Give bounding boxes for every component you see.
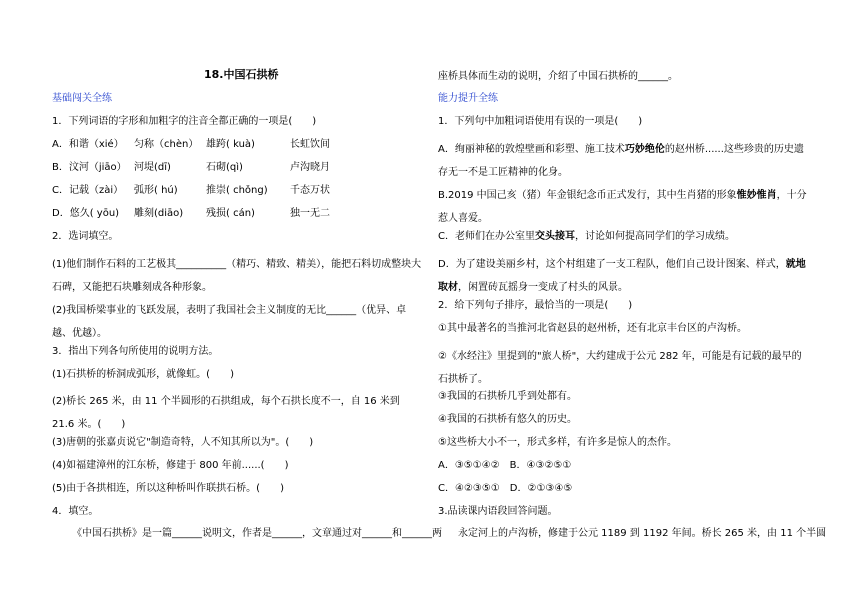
sentence-2: ②《水经注》里提到的"旅人桥"，大约建成于公元 282 年，可能是有记载的最早的石拱桥了。: [438, 351, 802, 385]
question-1: 1．下列词语的字形和加粗字的注音全都正确的一项是( ): [52, 116, 317, 127]
bold-phrase: 就地取材: [438, 259, 806, 293]
question-3-text: 永定河上的卢沟桥，修建于公元 1189 到 1192 年间。桥长 265 米，由 11 个半圆: [458, 528, 827, 539]
option-text: C．老师们在办公室里: [438, 231, 535, 242]
option-word: B．汶河（jiāo）: [52, 162, 127, 173]
continued-text: 座桥具体而生动的说明，介绍了中国石拱桥的______。: [438, 71, 678, 82]
q1-option-c: [52, 184, 330, 198]
sentence-4: ④我国的石拱桥有悠久的历史。: [438, 414, 577, 425]
option-text: ，十分惹人喜爱。: [438, 190, 807, 224]
question-3-5: (5)由于各拱相连，所以这种桥叫作联拱石桥。( ): [52, 483, 284, 494]
bold-phrase: 交头接耳: [534, 231, 575, 242]
q1-option-b: [52, 161, 330, 175]
question-2-2: (2)我国桥梁事业的飞跃发展，表明了我国社会主义制度的无比______（优异、卓越、优越）。: [52, 305, 407, 339]
sentence-5: ⑤这些桥大小不一，形式多样，有许多是惊人的杰作。: [438, 437, 677, 448]
option-text: 的赵州桥......这些珍贵的历史遗存无一不是工匠精神的化身。: [438, 144, 804, 178]
question-3-2: (2)桥长 265 米，由 11 个半圆形的石拱组成，每个石拱长度不一，自 16 米到 21.6 米。( ): [52, 396, 400, 430]
q2-options-cd: C．④②③⑤① D．②①③④⑤: [438, 483, 573, 494]
q1-option-b: [438, 184, 810, 230]
option-word: 雄跨( kuà): [206, 139, 255, 150]
option-word: 河堤(dī): [134, 162, 171, 173]
option-text: A．绚丽神秘的敦煌壁画和彩塑、施工技术: [438, 144, 625, 155]
page-title: 18.中国石拱桥: [204, 68, 279, 81]
question-4: 4．填空。: [52, 506, 99, 517]
option-word: 雕刻(diāo): [134, 208, 184, 219]
option-word: 卢沟晓月: [290, 162, 330, 173]
q1-option-d: [438, 253, 810, 299]
option-word: 残损( cán): [206, 208, 255, 219]
option-word: 石砌(qì): [206, 162, 243, 173]
q1-option-c: [438, 230, 735, 244]
option-word: 长虹饮间: [290, 139, 330, 150]
sentence-1: ①其中最著名的当推河北省赵县的赵州桥，还有北京丰台区的卢沟桥。: [438, 323, 747, 334]
option-text: B.2019 中国己亥（猪）年金银纪念币正式发行，其中生肖猪的形象: [438, 190, 737, 201]
option-word: 千态万状: [290, 185, 330, 196]
question-3-3: (3)唐朝的张嘉贞说它"制造奇特，人不知其所以为"。( ): [52, 437, 314, 448]
option-text: D．为了建设美丽乡村，这个村组建了一支工程队，他们自己设计图案、样式，: [438, 259, 786, 270]
option-word: A．和谐（xié）: [52, 139, 124, 150]
option-text: ，闲置砖瓦摇身一变成了村头的风景。: [458, 282, 628, 293]
option-word: 弧形( hú): [134, 185, 178, 196]
question-3: 3.品读课内语段回答问题。: [438, 506, 558, 517]
q1-option-d: [52, 207, 330, 221]
q1-option-a: [52, 138, 330, 152]
option-text: ，讨论如何提高同学们的学习成绩。: [574, 231, 735, 242]
question-4-text: 《中国石拱桥》是一篇______说明文，作者是______，文章通过对______和______两: [72, 528, 442, 539]
option-word: 独一无二: [290, 208, 330, 219]
q2-options-ab: A．③⑤①④② B．④③②⑤①: [438, 460, 572, 471]
option-word: 推崇( chǒng): [206, 185, 268, 196]
q1-option-a: [438, 138, 810, 184]
bold-phrase: 巧妙绝伦: [624, 144, 665, 155]
question-2: 2．给下列句子排序，最恰当的一项是( ): [438, 300, 633, 311]
option-word: D．悠久( yōu): [52, 208, 120, 219]
question-2: 2．选词填空。: [52, 231, 119, 242]
sentence-3: ③我国的石拱桥几乎到处都有。: [438, 391, 577, 402]
option-word: 匀称（chèn）: [134, 139, 199, 150]
section-basic: 基础闯关全练: [52, 93, 112, 104]
question-2-1: (1)他们制作石料的工艺极其__________（精巧、精致、精美），能把石料切成整块大石碑，又能把石块雕刻成各种形象。: [52, 259, 422, 293]
question-3-4: (4)如福建漳州的江东桥，修建于 800 年前......( ): [52, 460, 289, 471]
question-3: 3．指出下列各句所使用的说明方法。: [52, 346, 219, 357]
question-3-1: (1)石拱桥的桥洞成弧形，就像虹。( ): [52, 369, 234, 380]
question-1: 1．下列句中加粗词语使用有误的一项是( ): [438, 116, 643, 127]
option-word: C．记载（zài）: [52, 185, 124, 196]
bold-phrase: 惟妙惟肖: [736, 190, 777, 201]
section-advanced: 能力提升全练: [438, 93, 498, 104]
